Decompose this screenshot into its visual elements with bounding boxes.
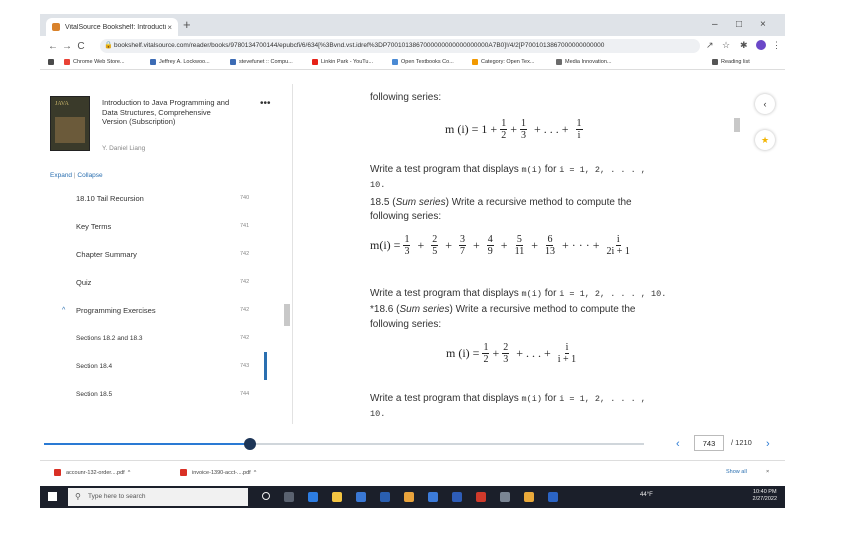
- menu-dots-icon[interactable]: ⋮: [772, 40, 781, 50]
- bookmark-item[interactable]: Open Textbooks Co...: [392, 59, 454, 65]
- equation-2: m(i) = $\frac{1}{3}$ + $\frac{2}{5}$ + $\frac{3}{7}$ + $\frac{4}{9}$ + $\frac{5}{11}$ + $\frac{6}{13}$ + · · · + $\frac{i}{2i + 1}$: [370, 234, 630, 257]
- task-view-icon[interactable]: [284, 492, 294, 502]
- book-cover: JAVA: [50, 96, 90, 151]
- progress-slider-handle[interactable]: [244, 438, 256, 450]
- weather-widget[interactable]: 44°F: [640, 492, 653, 498]
- toc-item[interactable]: 18.10 Tail Recursion 740: [76, 193, 250, 203]
- book-title: Introduction to Java Programming and Data Structures, Comprehensive Version (Subscription): [102, 98, 230, 126]
- reload-icon[interactable]: C: [77, 40, 85, 52]
- app-icon[interactable]: [428, 492, 438, 502]
- mail-icon[interactable]: [380, 492, 390, 502]
- paragraph: following series:: [370, 211, 442, 222]
- toc-item-programming-exercises[interactable]: ^ Programming Exercises 742: [62, 305, 250, 315]
- content-scroll-thumb[interactable]: [734, 118, 740, 132]
- download-item[interactable]: accounr-132-order....pdf ^: [54, 469, 130, 476]
- taskbar-search-input[interactable]: ⚲ Type here to search: [68, 488, 248, 506]
- book-author: Y. Daniel Liang: [102, 145, 146, 152]
- tab-title: VitalSource Bookshelf: Introducti: [65, 23, 167, 31]
- show-all-button[interactable]: Show all: [726, 469, 747, 475]
- previous-page-icon[interactable]: ‹: [676, 438, 680, 450]
- lock-icon: 🔒: [104, 42, 113, 49]
- search-icon: ⚲: [75, 492, 81, 501]
- more-options-icon[interactable]: •••: [260, 98, 271, 109]
- app-icon[interactable]: [476, 492, 486, 502]
- equation-3: m (i) = $\frac{1}{2}$ + $\frac{2}{3}$ + . . . + $\frac{i}{i + 1}$: [446, 342, 577, 365]
- equation-1: m (i) = 1 + $\frac{1}{2}$ + $\frac{1}{3}$ + . . . + $\frac{1}{i}$: [445, 118, 582, 141]
- bookmark-icon: [556, 59, 562, 65]
- toc-item[interactable]: Section 18.5 744: [76, 390, 250, 398]
- bookmark-icon: [150, 59, 156, 65]
- close-window-icon[interactable]: ×: [760, 19, 766, 30]
- bookmark-icon: [392, 59, 398, 65]
- store-icon[interactable]: [356, 492, 366, 502]
- bookmark-item[interactable]: Chrome Web Store...: [64, 59, 125, 65]
- toc-item[interactable]: Chapter Summary 742: [76, 249, 250, 259]
- exercise-18-6: *18.6 (Sum series) Write a recursive method to compute the: [370, 304, 636, 315]
- bookmark-star-icon[interactable]: ☆: [722, 40, 731, 50]
- toc-item[interactable]: Section 18.4 743: [76, 362, 250, 370]
- paragraph: Write a test program that displays m(i) for i = 1, 2, . . . ,: [370, 393, 646, 404]
- page-number-input[interactable]: 743: [694, 435, 724, 451]
- paragraph: 10.: [370, 409, 386, 419]
- bookmark-item[interactable]: Media Innovation...: [556, 59, 611, 65]
- toc-list: [40, 184, 292, 424]
- toc-scrollbar[interactable]: [283, 184, 291, 424]
- content-scrollbar[interactable]: [733, 84, 741, 424]
- edge-icon[interactable]: [308, 492, 318, 502]
- paragraph: Write a test program that displays m(i) for i = 1, 2, . . . , 10.: [370, 288, 667, 299]
- browser-tab[interactable]: [46, 18, 178, 36]
- progress-fill: [44, 443, 250, 445]
- active-section-indicator: [264, 352, 267, 380]
- minimize-icon[interactable]: –: [712, 19, 718, 30]
- chevron-up-icon[interactable]: ^: [62, 306, 66, 314]
- toc-scroll-thumb[interactable]: [284, 304, 290, 326]
- close-downloads-icon[interactable]: ×: [766, 469, 770, 475]
- collapse-link[interactable]: Collapse: [77, 172, 103, 179]
- paragraph: following series:: [370, 92, 442, 103]
- app-icon[interactable]: [500, 492, 510, 502]
- navigation-bar: [40, 36, 785, 56]
- pdf-icon: [54, 469, 61, 476]
- share-icon[interactable]: ↗: [706, 40, 714, 50]
- windows-taskbar: [40, 486, 785, 508]
- reader-content: [293, 84, 733, 424]
- maximize-icon[interactable]: □: [736, 19, 743, 30]
- expand-collapse-controls: Expand | Collapse: [50, 172, 103, 179]
- paragraph: Write a test program that displays m(i) for i = 1, 2, . . . ,: [370, 164, 646, 175]
- address-bar[interactable]: [100, 39, 700, 53]
- browser-window: [40, 14, 785, 512]
- app-icon[interactable]: [452, 492, 462, 502]
- paragraph: following series:: [370, 319, 442, 330]
- bookmark-item[interactable]: Linkin Park - YouTu...: [312, 59, 373, 65]
- bookmark-icon: [230, 59, 236, 65]
- favorite-star-icon[interactable]: ★: [755, 130, 775, 150]
- cortana-icon[interactable]: [262, 492, 270, 500]
- table-of-contents-panel: [40, 84, 292, 424]
- toc-item-active[interactable]: Sections 18.2 and 18.3 742: [76, 334, 250, 342]
- book-info: [50, 96, 290, 166]
- expand-link[interactable]: Expand: [50, 172, 73, 179]
- chrome-store-icon: [64, 59, 70, 65]
- right-toolbar: [745, 84, 785, 424]
- collapse-panel-icon[interactable]: ‹: [755, 94, 775, 114]
- back-icon[interactable]: ←: [48, 40, 58, 52]
- download-item[interactable]: invoice-1390-acct-....pdf ^: [180, 469, 256, 476]
- toc-item[interactable]: Key Terms 741: [76, 221, 250, 231]
- chevron-up-icon[interactable]: ^: [253, 469, 257, 476]
- profile-avatar[interactable]: [756, 40, 766, 50]
- tab-strip: [40, 14, 785, 36]
- system-clock[interactable]: 10:40 PM 2/27/2022: [752, 489, 777, 502]
- bookmark-item[interactable]: stevefunet :: Compu...: [230, 59, 293, 65]
- new-tab-button[interactable]: +: [183, 17, 191, 32]
- reading-list-icon: [712, 59, 718, 65]
- exercise-18-5: 18.5 (Sum series) Write a recursive method to compute the: [370, 197, 632, 208]
- page-total: / 1210: [731, 438, 752, 447]
- next-page-icon[interactable]: ›: [766, 438, 770, 450]
- reading-list[interactable]: Reading list: [712, 59, 750, 65]
- downloads-bar: [40, 460, 785, 484]
- bookmark-icon: [472, 59, 478, 65]
- pdf-icon: [180, 469, 187, 476]
- bookmark-item[interactable]: Category: Open Tex...: [472, 59, 534, 65]
- word-icon[interactable]: [548, 492, 558, 502]
- chrome-icon[interactable]: [524, 492, 534, 502]
- bookmark-item[interactable]: Jeffrey A. Lockwoo...: [150, 59, 210, 65]
- apps-icon[interactable]: [48, 59, 57, 65]
- address-url: bookshelf.vitalsource.com/reader/books/9780134700144/epubcfi/6/634[%3Bvnd.vst.idref%3DP7001013867000000000000000000A7B0]!/4/2[P7001013867000000000000: [114, 42, 605, 49]
- app-icon[interactable]: [404, 492, 414, 502]
- chevron-up-icon[interactable]: ^: [127, 469, 131, 476]
- toc-item[interactable]: Quiz 742: [76, 277, 250, 287]
- windows-start-icon[interactable]: [48, 492, 57, 501]
- youtube-icon: [312, 59, 318, 65]
- tab-close-icon[interactable]: ×: [167, 22, 172, 32]
- forward-icon[interactable]: →: [62, 40, 72, 52]
- extensions-icon[interactable]: ✱: [740, 40, 748, 50]
- paragraph: 10.: [370, 180, 386, 190]
- reading-progress: [40, 432, 785, 456]
- file-explorer-icon[interactable]: [332, 492, 342, 502]
- bookmarks-bar: [40, 56, 785, 70]
- vitalsource-favicon-icon: [52, 23, 60, 31]
